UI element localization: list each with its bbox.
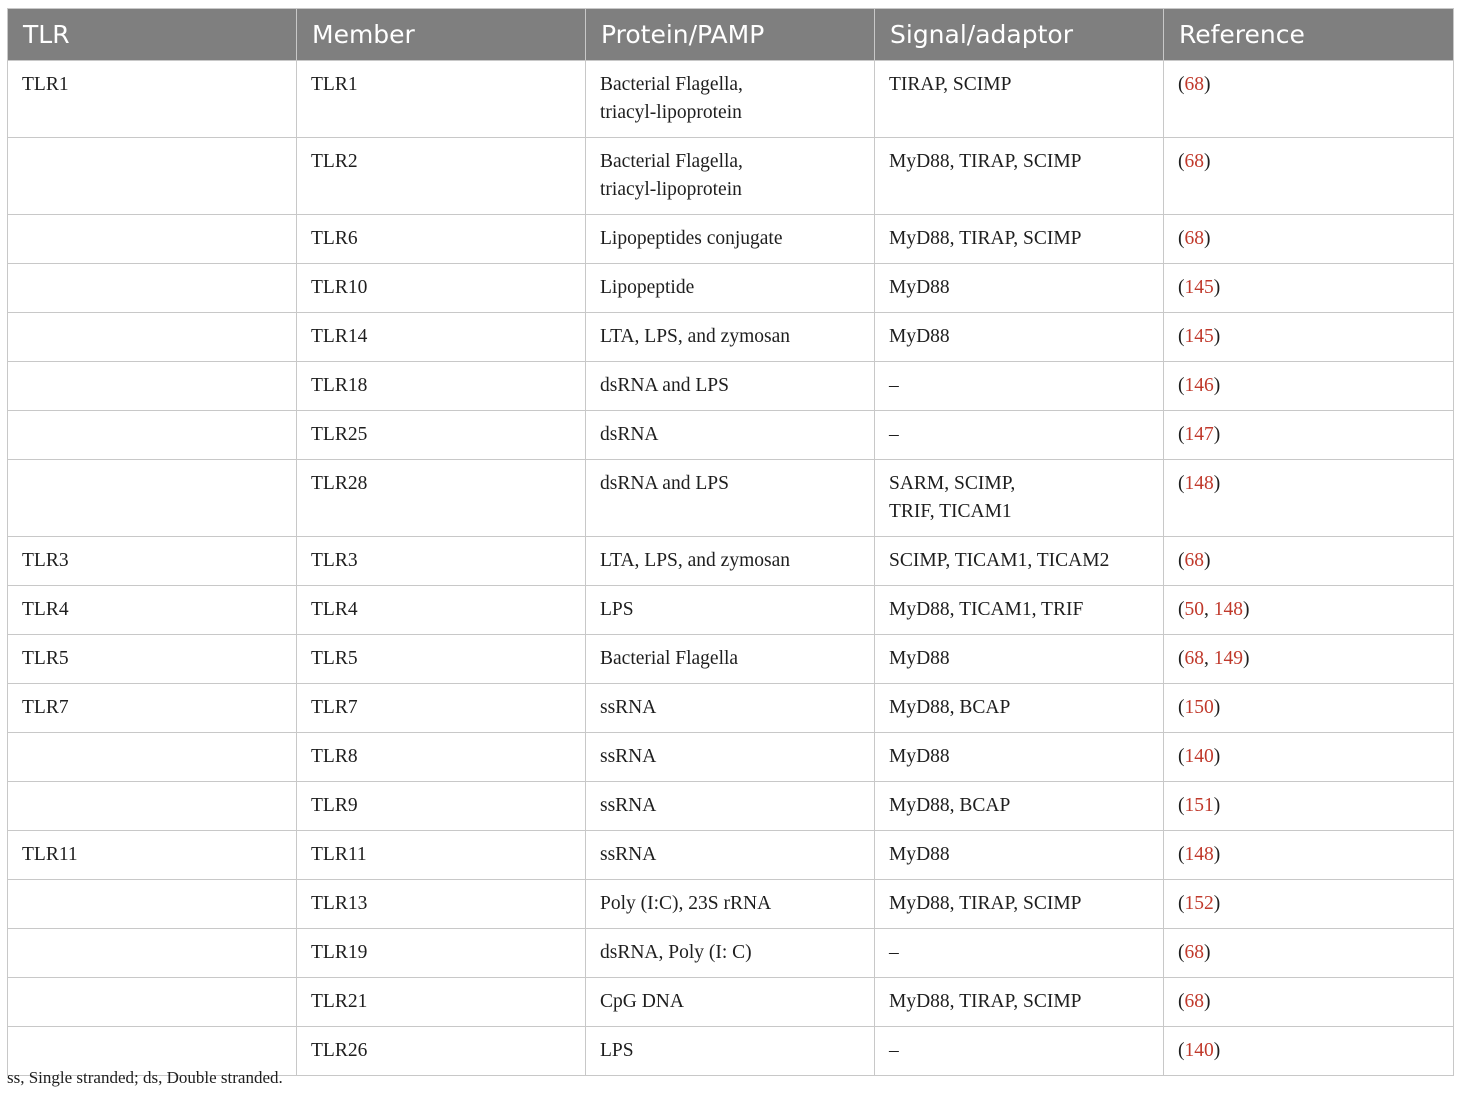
cell-protein-pamp: ssRNA <box>586 684 875 733</box>
reference-link[interactable]: 68 <box>1184 991 1204 1012</box>
cell-signal-adaptor: MyD88, BCAP <box>875 782 1164 831</box>
cell-tlr: TLR3 <box>8 537 297 586</box>
cell-tlr: TLR1 <box>8 61 297 138</box>
cell-reference: (146) <box>1164 362 1454 411</box>
cell-member: TLR2 <box>297 138 586 215</box>
cell-reference: (145) <box>1164 313 1454 362</box>
table-row <box>8 586 1454 635</box>
cell-member: TLR19 <box>297 929 586 978</box>
reference-link[interactable]: 68 <box>1184 74 1204 95</box>
table-row <box>8 880 1454 929</box>
cell-reference: (152) <box>1164 880 1454 929</box>
table-row <box>8 635 1454 684</box>
reference-link[interactable]: 68 <box>1184 550 1204 571</box>
header-member: Member <box>297 9 586 61</box>
reference-link[interactable]: 148 <box>1184 473 1214 494</box>
reference-link[interactable]: 149 <box>1213 648 1243 669</box>
cell-reference: (50, 148) <box>1164 586 1454 635</box>
cell-protein-pamp: Bacterial Flagella, triacyl-lipoprotein <box>586 138 875 215</box>
cell-tlr <box>8 215 297 264</box>
table-footnote: ss, Single stranded; ds, Double stranded. <box>7 1068 283 1087</box>
reference-link[interactable]: 147 <box>1184 424 1214 445</box>
cell-protein-pamp: Poly (I:C), 23S rRNA <box>586 880 875 929</box>
cell-signal-adaptor: MyD88, TIRAP, SCIMP <box>875 978 1164 1027</box>
cell-member: TLR5 <box>297 635 586 684</box>
reference-link[interactable]: 145 <box>1184 277 1214 298</box>
header-signal-adaptor: Signal/adaptor <box>875 9 1164 61</box>
cell-member: TLR1 <box>297 61 586 138</box>
cell-member: TLR11 <box>297 831 586 880</box>
cell-tlr <box>8 313 297 362</box>
cell-signal-adaptor: TIRAP, SCIMP <box>875 61 1164 138</box>
table-header-row <box>8 9 1454 61</box>
cell-tlr <box>8 362 297 411</box>
cell-protein-pamp: dsRNA and LPS <box>586 460 875 537</box>
table-row <box>8 61 1454 138</box>
cell-member: TLR13 <box>297 880 586 929</box>
reference-link[interactable]: 150 <box>1184 697 1214 718</box>
cell-tlr: TLR11 <box>8 831 297 880</box>
table-row <box>8 537 1454 586</box>
table-row <box>8 313 1454 362</box>
cell-reference: (68, 149) <box>1164 635 1454 684</box>
cell-protein-pamp: LTA, LPS, and zymosan <box>586 313 875 362</box>
cell-protein-pamp: Bacterial Flagella, triacyl-lipoprotein <box>586 61 875 138</box>
table-row <box>8 138 1454 215</box>
cell-signal-adaptor: MyD88, TIRAP, SCIMP <box>875 880 1164 929</box>
table-row <box>8 411 1454 460</box>
reference-link[interactable]: 148 <box>1213 599 1243 620</box>
reference-link[interactable]: 151 <box>1184 795 1214 816</box>
cell-member: TLR25 <box>297 411 586 460</box>
cell-protein-pamp: dsRNA, Poly (I: C) <box>586 929 875 978</box>
cell-protein-pamp: LPS <box>586 586 875 635</box>
reference-link[interactable]: 68 <box>1184 151 1204 172</box>
cell-reference: (68) <box>1164 61 1454 138</box>
cell-reference: (148) <box>1164 831 1454 880</box>
table-row <box>8 978 1454 1027</box>
table-row <box>8 460 1454 537</box>
cell-signal-adaptor: MyD88, BCAP <box>875 684 1164 733</box>
header-protein-pamp: Protein/PAMP <box>586 9 875 61</box>
cell-signal-adaptor: MyD88 <box>875 264 1164 313</box>
cell-protein-pamp: LTA, LPS, and zymosan <box>586 537 875 586</box>
table-row <box>8 831 1454 880</box>
cell-protein-pamp: Lipopeptides conjugate <box>586 215 875 264</box>
cell-reference: (68) <box>1164 138 1454 215</box>
cell-signal-adaptor: MyD88 <box>875 831 1164 880</box>
cell-reference: (140) <box>1164 1027 1454 1076</box>
reference-link[interactable]: 68 <box>1184 228 1204 249</box>
cell-tlr <box>8 138 297 215</box>
reference-link[interactable]: 68 <box>1184 648 1204 669</box>
cell-signal-adaptor: SARM, SCIMP, TRIF, TICAM1 <box>875 460 1164 537</box>
table-body <box>8 61 1454 1076</box>
cell-protein-pamp: ssRNA <box>586 733 875 782</box>
cell-reference: (150) <box>1164 684 1454 733</box>
table-row <box>8 362 1454 411</box>
cell-signal-adaptor: MyD88 <box>875 313 1164 362</box>
cell-protein-pamp: dsRNA and LPS <box>586 362 875 411</box>
cell-protein-pamp: ssRNA <box>586 782 875 831</box>
cell-protein-pamp: ssRNA <box>586 831 875 880</box>
cell-member: TLR26 <box>297 1027 586 1076</box>
cell-member: TLR8 <box>297 733 586 782</box>
cell-signal-adaptor: MyD88, TIRAP, SCIMP <box>875 215 1164 264</box>
cell-reference: (145) <box>1164 264 1454 313</box>
cell-tlr: TLR5 <box>8 635 297 684</box>
cell-tlr: TLR7 <box>8 684 297 733</box>
cell-reference: (147) <box>1164 411 1454 460</box>
table-row <box>8 929 1454 978</box>
cell-tlr <box>8 929 297 978</box>
cell-signal-adaptor: MyD88 <box>875 635 1164 684</box>
cell-tlr <box>8 411 297 460</box>
table-row <box>8 733 1454 782</box>
reference-link[interactable]: 145 <box>1184 326 1214 347</box>
cell-signal-adaptor: MyD88, TIRAP, SCIMP <box>875 138 1164 215</box>
reference-link[interactable]: 68 <box>1184 942 1204 963</box>
cell-tlr <box>8 733 297 782</box>
reference-link[interactable]: 50 <box>1184 599 1204 620</box>
cell-signal-adaptor: MyD88, TICAM1, TRIF <box>875 586 1164 635</box>
cell-member: TLR9 <box>297 782 586 831</box>
reference-link[interactable]: 148 <box>1184 844 1214 865</box>
cell-member: TLR7 <box>297 684 586 733</box>
cell-tlr <box>8 880 297 929</box>
cell-signal-adaptor: SCIMP, TICAM1, TICAM2 <box>875 537 1164 586</box>
cell-protein-pamp: dsRNA <box>586 411 875 460</box>
cell-signal-adaptor: – <box>875 929 1164 978</box>
cell-protein-pamp: Lipopeptide <box>586 264 875 313</box>
cell-member: TLR14 <box>297 313 586 362</box>
cell-member: TLR28 <box>297 460 586 537</box>
cell-reference: (68) <box>1164 929 1454 978</box>
cell-member: TLR18 <box>297 362 586 411</box>
cell-tlr <box>8 782 297 831</box>
cell-signal-adaptor: – <box>875 411 1164 460</box>
cell-protein-pamp: Bacterial Flagella <box>586 635 875 684</box>
cell-member: TLR10 <box>297 264 586 313</box>
cell-reference: (68) <box>1164 215 1454 264</box>
table-row <box>8 782 1454 831</box>
cell-member: TLR21 <box>297 978 586 1027</box>
cell-reference: (151) <box>1164 782 1454 831</box>
table-row <box>8 215 1454 264</box>
reference-link[interactable]: 152 <box>1184 893 1214 914</box>
header-reference: Reference <box>1164 9 1454 61</box>
cell-protein-pamp: LPS <box>586 1027 875 1076</box>
cell-tlr <box>8 264 297 313</box>
cell-member: TLR6 <box>297 215 586 264</box>
cell-signal-adaptor: – <box>875 1027 1164 1076</box>
cell-tlr: TLR4 <box>8 586 297 635</box>
header-tlr: TLR <box>8 9 297 61</box>
reference-link[interactable]: 146 <box>1184 375 1214 396</box>
cell-signal-adaptor: – <box>875 362 1164 411</box>
reference-link[interactable]: 140 <box>1184 746 1214 767</box>
cell-signal-adaptor: MyD88 <box>875 733 1164 782</box>
cell-reference: (68) <box>1164 537 1454 586</box>
cell-protein-pamp: CpG DNA <box>586 978 875 1027</box>
cell-member: TLR4 <box>297 586 586 635</box>
cell-tlr <box>8 978 297 1027</box>
table-row <box>8 684 1454 733</box>
cell-tlr <box>8 460 297 537</box>
tlr-table <box>7 8 1454 1076</box>
cell-reference: (68) <box>1164 978 1454 1027</box>
cell-reference: (140) <box>1164 733 1454 782</box>
cell-reference: (148) <box>1164 460 1454 537</box>
table-row <box>8 264 1454 313</box>
cell-member: TLR3 <box>297 537 586 586</box>
reference-link[interactable]: 140 <box>1184 1040 1214 1061</box>
